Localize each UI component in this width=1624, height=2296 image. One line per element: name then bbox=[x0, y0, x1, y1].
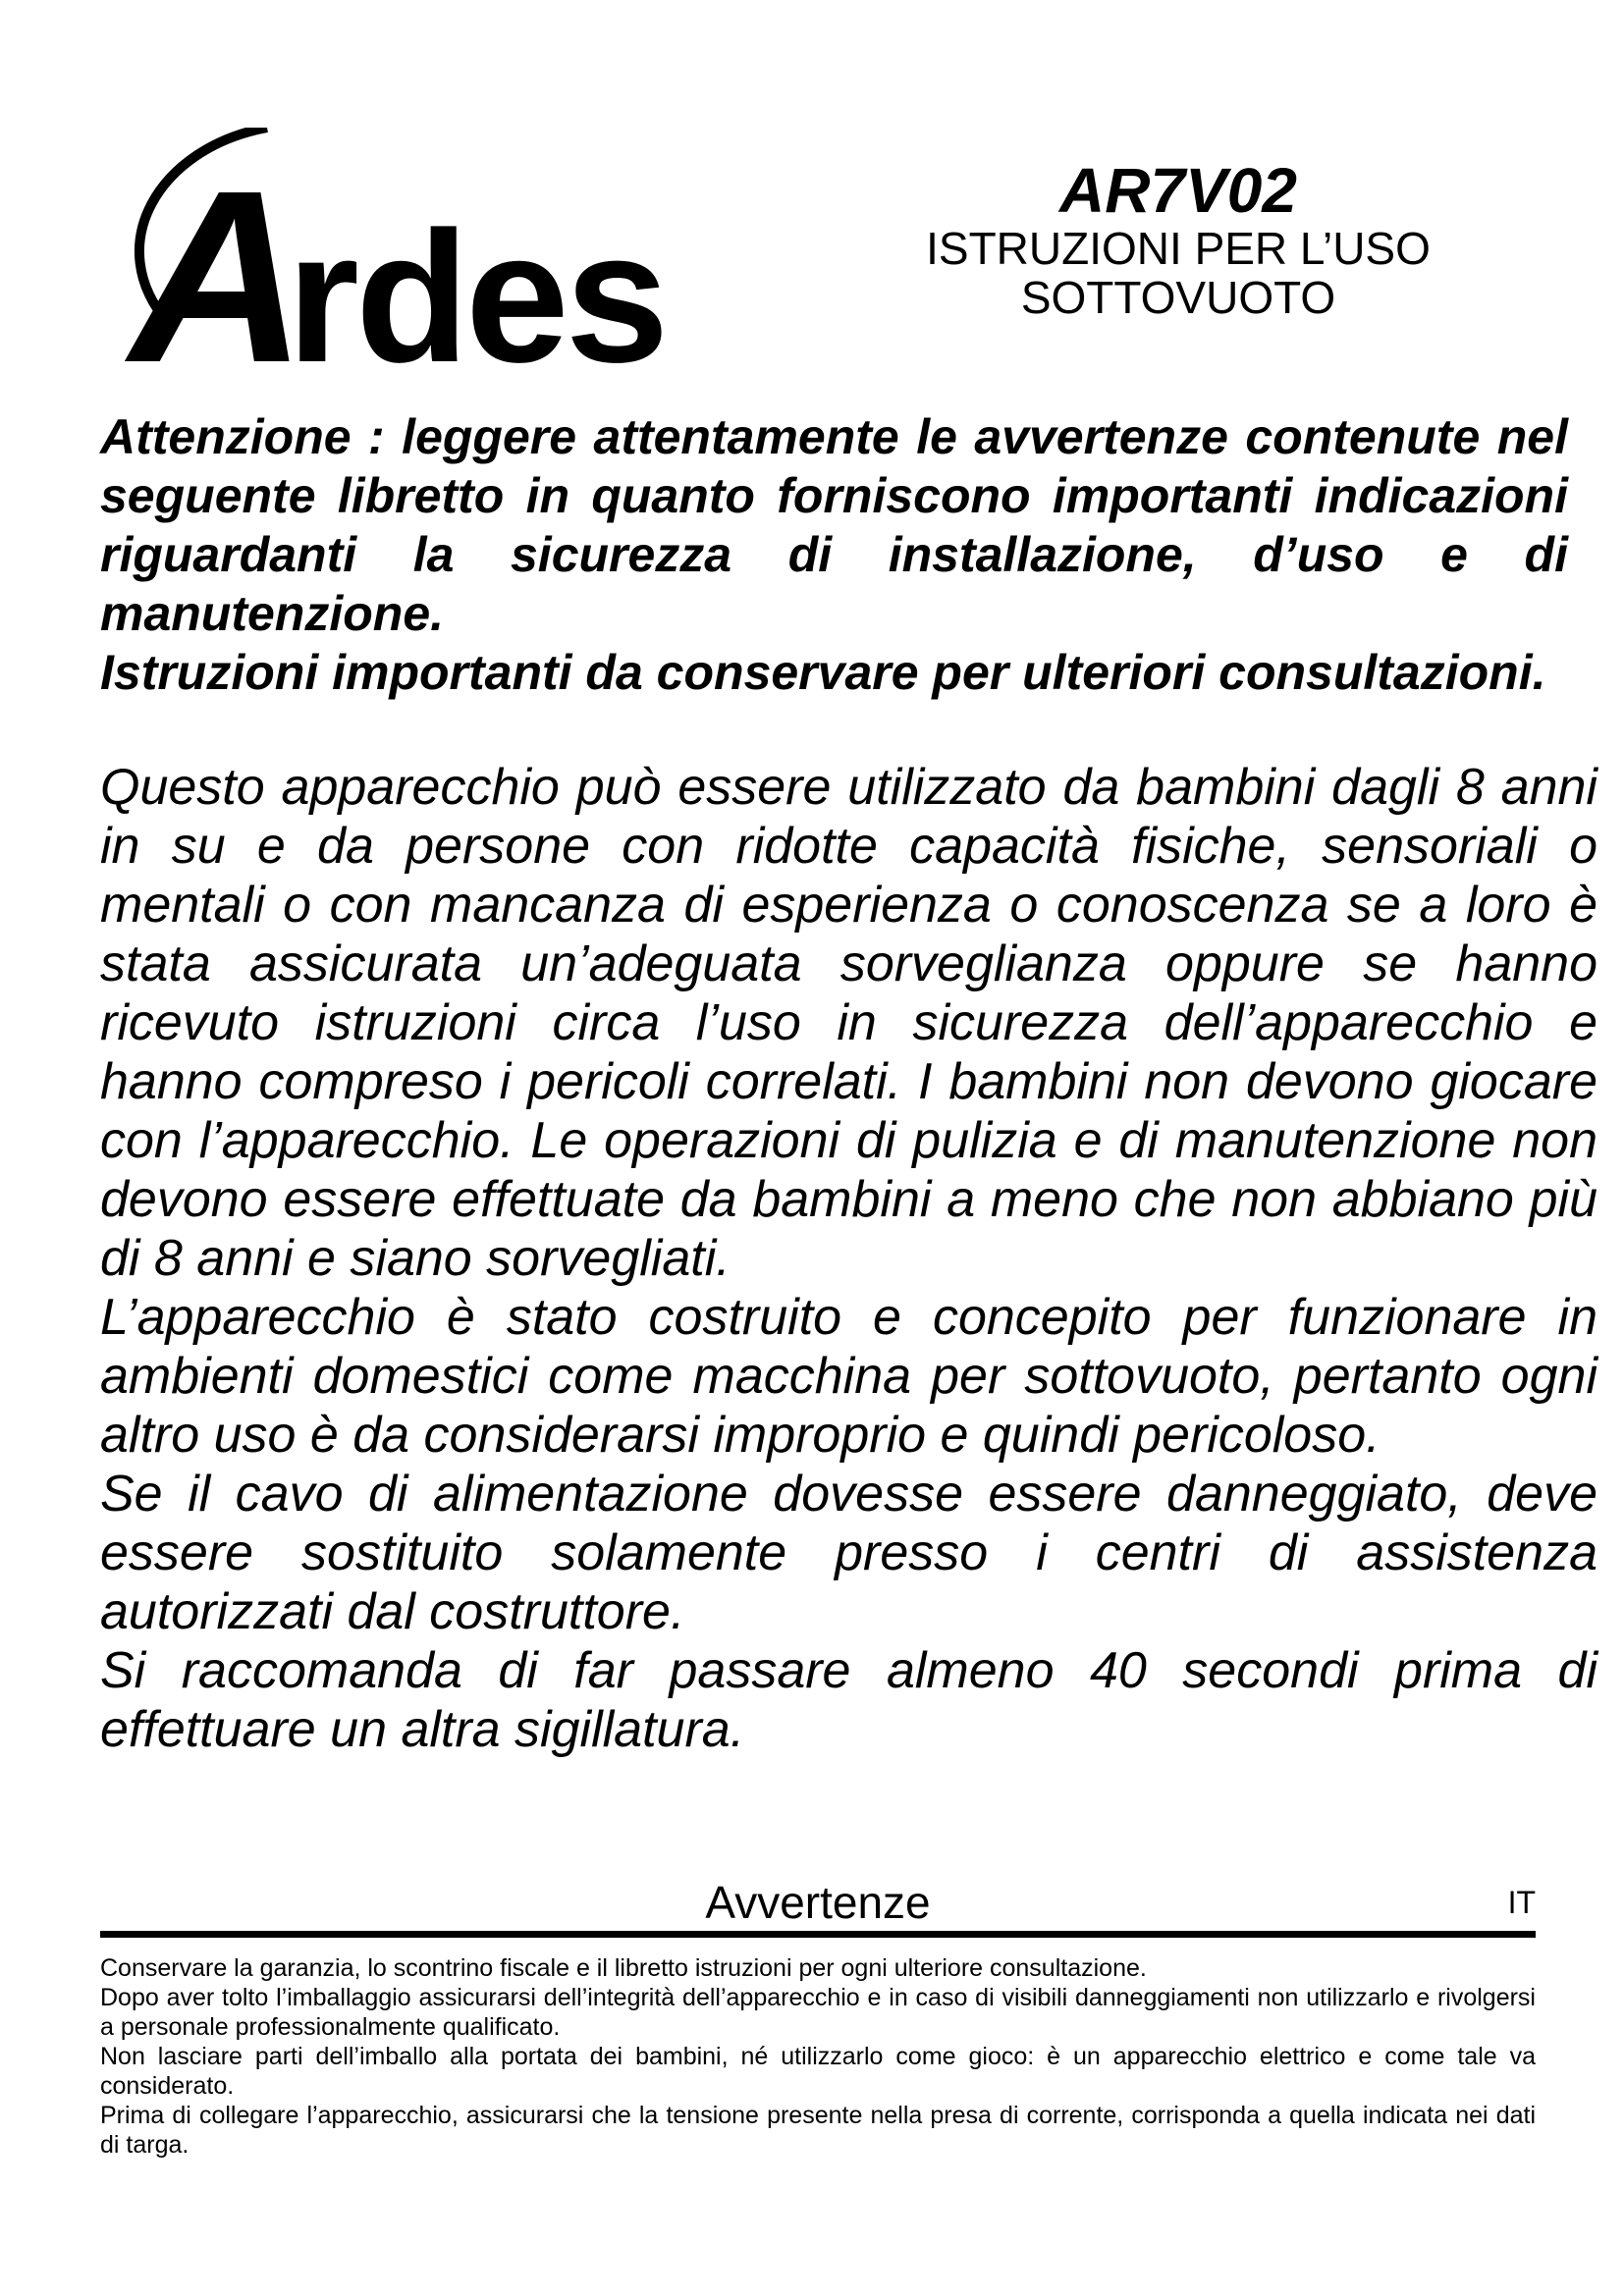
section-divider bbox=[100, 1931, 1536, 1938]
ardes-logo-graphic bbox=[110, 128, 719, 383]
keep-instructions-paragraph: Istruzioni importanti da conservare per ulteriori consultazioni. bbox=[100, 645, 1546, 700]
sealing-interval-paragraph: Si raccomanda di far passare almeno 40 secondi prima di effettuare un altra sigillatura. bbox=[100, 1642, 1597, 1758]
list-item: Non lasciare parti dell’imballo alla portata dei bambini, né utilizzarlo come gioco: è un apparecchio elettrico e come tale va considerato. bbox=[100, 2043, 1536, 2100]
document-header bbox=[864, 157, 1492, 322]
safety-body-text bbox=[100, 758, 1597, 1759]
brand-logo bbox=[110, 128, 719, 383]
power-cable-paragraph: Se il cavo di alimentazione dovesse essere danneggiato, deve essere sostituito solamente presso i centri di assistenza autorizzati dal costruttore. bbox=[100, 1466, 1597, 1640]
logo-wordmark-rest: rdes bbox=[287, 193, 666, 383]
intended-use-paragraph: L’apparecchio è stato costruito e concepito per funzionare in ambienti domestici come macchina per sottovuoto, pertanto ogni altro uso è da considerarsi improprio e quindi pericoloso. bbox=[100, 1289, 1597, 1464]
children-usage-paragraph: Questo apparecchio può essere utilizzato da bambini dagli 8 anni in su e da persone con ridotte capacità fisiche, sensoriali o mentali o con mancanza di esperienza o conoscenza se a loro è stata assicurata un’adeguata sorveglianza oppure se hanno ricevuto istruzioni circa l’uso in sicurezza dell’apparecchio e hanno compreso i pericoli correlati. I bambini non devono giocare con l’apparecchio. Le operazioni di pulizia e di manutenzione non devono essere effettuate da bambini a meno che non abbiano più di 8 anni e siano sorvegliati. bbox=[100, 759, 1597, 1287]
list-item: Prima di collegare l’apparecchio, assicurarsi che la tensione presente nella presa di corrente, corrisponda a quella indicata nei dati di targa. bbox=[100, 2102, 1536, 2159]
warnings-list bbox=[100, 1953, 1536, 2160]
document-title: ISTRUZIONI PER L’USO bbox=[926, 223, 1431, 274]
list-item: Conservare la garanzia, lo scontrino fiscale e il libretto istruzioni per ogni ulteriore consultazione. bbox=[100, 1954, 1147, 1982]
document-subtitle: SOTTOVUOTO bbox=[1020, 272, 1336, 323]
section-header bbox=[100, 1875, 1536, 1934]
attention-paragraph: Attenzione : leggere attentamente le avvertenze contenute nel seguente libretto in quanto forniscono importanti indicazioni riguardanti la sicurezza di installazione, d’uso e di manutenzione. bbox=[100, 409, 1568, 641]
language-tag: IT bbox=[1507, 1885, 1536, 1920]
model-number: AR7V02 bbox=[1059, 155, 1297, 226]
attention-warning bbox=[100, 407, 1568, 702]
section-title: Avvertenze bbox=[705, 1877, 931, 1928]
list-item: Dopo aver tolto l’imballaggio assicurarsi dell’integrità dell’apparecchio e in caso di visibili danneggiamenti non utilizzarlo e rivolgersi a personale professionalmente qualificato. bbox=[100, 1984, 1536, 2041]
logo-wordmark: A bbox=[130, 139, 301, 383]
